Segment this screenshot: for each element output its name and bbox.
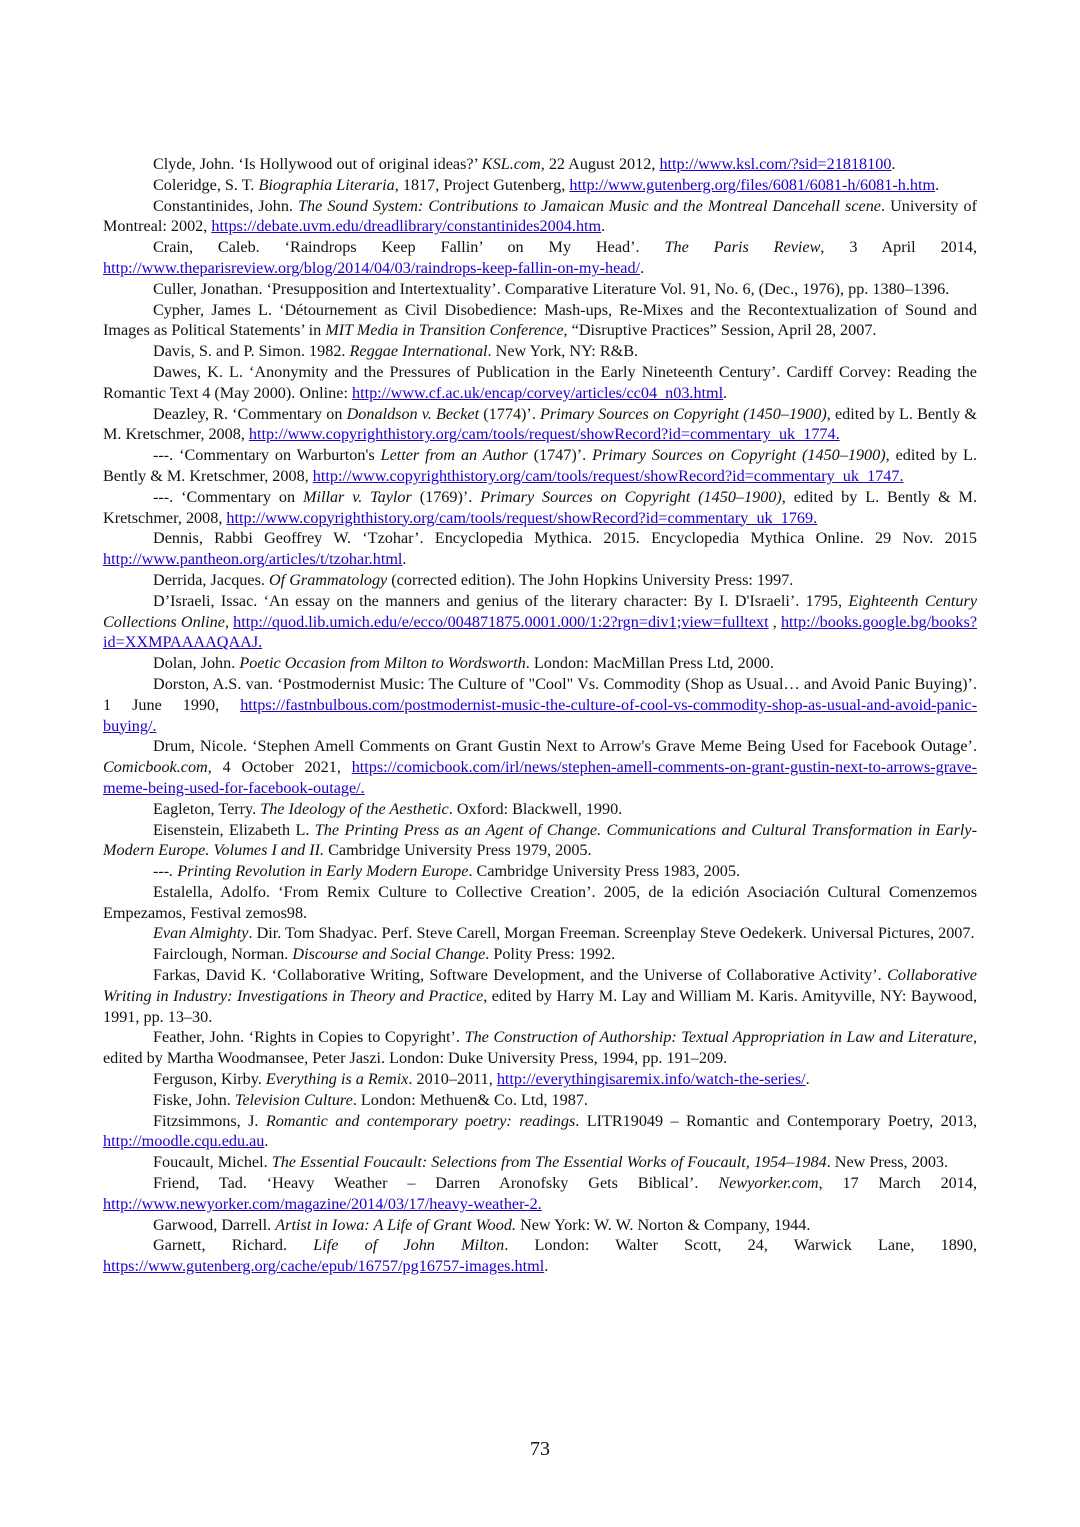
ref-deazley-3: [103, 487, 977, 529]
ref-foucault: [103, 1152, 977, 1173]
reference-text: .: [601, 217, 606, 236]
reference-text: , 17 March 2014,: [818, 1174, 978, 1193]
italic-title: The Sound System: Contributions to Jamaican Music and the Montreal Dancehall scene: [298, 196, 881, 215]
reference-text: , 1817, Project Gutenberg,: [394, 175, 570, 194]
reference-text: Friend, Tad. ‘Heavy Weather – Darren Aronofsky Gets Biblical’.: [153, 1174, 719, 1193]
ref-disraeli: [103, 591, 977, 653]
ref-farkas: [103, 965, 977, 1027]
reference-link[interactable]: https://comicbook.com/irl/news/stephen-amell-comments-on-grant-gustin-next-to-arrows-grave-meme-being-used-for-facebook-outage/.: [103, 758, 977, 797]
ref-dolan: [103, 653, 977, 674]
ref-coleridge: [103, 175, 977, 196]
reference-text: . London: MacMillan Press Ltd, 2000.: [525, 654, 774, 673]
ref-davis: [103, 341, 977, 362]
italic-title: The Construction of Authorship: Textual Appropriation in Law and Literature: [464, 1028, 973, 1047]
reference-text: .: [264, 1132, 269, 1151]
reference-text: . London: Methuen& Co. Ltd, 1987.: [352, 1090, 588, 1109]
reference-text: ,: [768, 612, 781, 631]
reference-text: D’Israeli, Issac. ‘An essay on the manners and genius of the literary character: By I. D'Israeli’. 1795,: [153, 591, 849, 610]
reference-link[interactable]: http://www.copyrighthistory.org/cam/tools/request/showRecord?id=commentary_uk_1769.: [226, 508, 818, 527]
italic-title: Letter from an Author: [380, 446, 528, 465]
reference-text: Garnett, Richard.: [153, 1236, 314, 1255]
ref-fitzsimmons: [103, 1111, 977, 1153]
italic-title: Of Grammatology: [268, 570, 388, 589]
reference-text: Dawes, K. L. ‘Anonymity and the Pressures of Publication in the Early Nineteenth Century’. Cardiff Corvey: Reading the Romantic Text 4 (May 2000). Online:: [103, 362, 977, 402]
italic-title: Biographia Literaria: [258, 175, 395, 194]
ref-deazley-2: [103, 445, 977, 487]
reference-text: Drum, Nicole. ‘Stephen Amell Comments on Grant Gustin Next to Arrow's Grave Meme Being Used for Facebook Outage’.: [153, 737, 977, 756]
ref-evan-almighty: [103, 923, 977, 944]
reference-text: , 3 April 2014,: [820, 238, 977, 257]
reference-text: Fitzsimmons, J.: [153, 1111, 266, 1130]
reference-text: Crain, Caleb. ‘Raindrops Keep Fallin’ on My Head’.: [153, 238, 665, 257]
reference-link[interactable]: http://www.gutenberg.org/files/6081/6081-h/6081-h.htm: [569, 175, 936, 194]
italic-title: Television Culture: [234, 1090, 353, 1109]
reference-link[interactable]: http://quod.lib.umich.edu/e/ecco/004871875.0001.000/1:2?rgn=div1;view=fulltext: [233, 612, 769, 631]
reference-text: .: [640, 258, 645, 277]
italic-title: Romantic and contemporary poetry: readings: [265, 1111, 576, 1130]
italic-title: The Essential Foucault: Selections from The Essential Works of Foucault, 1954–1984: [271, 1153, 827, 1172]
reference-text: New York: W. W. Norton & Company, 1944.: [516, 1215, 811, 1234]
reference-text: . London: Walter Scott, 24, Warwick Lane, 1890,: [504, 1236, 978, 1255]
reference-text: . 2010–2011,: [408, 1070, 497, 1089]
reference-text: , 22 August 2012,: [540, 155, 660, 173]
italic-title: ---. Printing Revolution in Early Modern Europe: [153, 862, 469, 881]
ref-friend: [103, 1173, 977, 1215]
ref-clyde: [103, 154, 977, 175]
reference-link[interactable]: https://fastnbulbous.com/postmodernist-music-the-culture-of-cool-vs-commodity-shop-as-usual-and-avoid-panic-buying/.: [103, 695, 977, 735]
reference-text: . New York, NY: R&B.: [487, 342, 639, 361]
reference-link[interactable]: https://debate.uvm.edu/dreadlibrary/constantinides2004.htm: [211, 217, 602, 236]
italic-title: Eighteenth Century Collections Online: [103, 591, 978, 631]
reference-text: Foucault, Michel.: [153, 1153, 272, 1172]
reference-text: Dolan, John.: [153, 654, 240, 673]
reference-text: .: [935, 175, 940, 194]
italic-title: The Printing Press as an Agent of Change. Communications and Cultural Transformation in Early-Modern Europe. Volumes I and II.: [103, 820, 978, 860]
reference-text: Davis, S. and P. Simon. 1982.: [153, 342, 350, 361]
reference-text: Coleridge, S. T.: [153, 175, 259, 194]
ref-deazley-1: [103, 404, 977, 446]
italic-title: Collaborative Writing in Industry: Investigations in Theory and Practice: [103, 966, 977, 1005]
ref-fairclough: [103, 944, 977, 965]
ref-estalella: [103, 882, 977, 924]
reference-text: (1774)’.: [479, 404, 541, 423]
reference-text: ---. ‘Commentary on Warburton's: [153, 446, 381, 465]
reference-link[interactable]: http://www.theparisreview.org/blog/2014/04/03/raindrops-keep-fallin-on-my-head/: [103, 258, 641, 277]
reference-text: , edited by L. Bently & M. Kretschmer, 2008,: [103, 487, 977, 527]
ref-ferguson: [103, 1069, 977, 1090]
references-list: [103, 154, 977, 1277]
reference-text: Fairclough, Norman.: [153, 945, 293, 964]
reference-text: .: [891, 155, 896, 173]
reference-text: Derrida, Jacques.: [153, 570, 269, 589]
reference-link[interactable]: http://www.pantheon.org/articles/t/tzohar.html: [103, 550, 403, 569]
reference-link[interactable]: http://www.copyrighthistory.org/cam/tools/request/showRecord?id=commentary_uk_1774.: [248, 425, 840, 444]
ref-garwood: [103, 1215, 977, 1236]
italic-title: Reggae International: [349, 342, 488, 361]
ref-dorston: [103, 674, 977, 736]
reference-text: . Oxford: Blackwell, 1990.: [448, 799, 623, 818]
reference-text: Fiske, John.: [153, 1090, 235, 1109]
italic-title: Primary Sources on Copyright (1450–1900): [480, 487, 782, 506]
reference-text: . Polity Press: 1992.: [485, 945, 616, 964]
italic-title: MIT Media in Transition Conference: [325, 321, 564, 340]
ref-feather: [103, 1027, 977, 1069]
ref-eisenstein-2: [103, 861, 977, 882]
italic-title: Life of John Milton: [313, 1236, 505, 1255]
ref-dawes: [103, 362, 977, 404]
reference-text: Cambridge University Press 1979, 2005.: [324, 841, 592, 860]
reference-text: Dorston, A.S. van. ‘Postmodernist Music: The Culture of "Cool" Vs. Commodity (Shop as Usual… and Avoid Panic Buying)’. 1 June 1990,: [103, 674, 977, 714]
reference-text: Dennis, Rabbi Geoffrey W. ‘Tzohar’. Encyclopedia Mythica. 2015. Encyclopedia Mythica Online. 29 Nov. 2015: [153, 529, 977, 548]
reference-link[interactable]: http://www.ksl.com/?sid=21818100: [659, 155, 892, 173]
reference-text: , edited by L. Bently & M. Kretschmer, 2008,: [103, 446, 977, 485]
italic-title: Everything is a Remix: [265, 1070, 409, 1089]
italic-title: The Paris Review: [664, 238, 821, 257]
reference-text: Estalella, Adolfo. ‘From Remix Culture to Collective Creation’. 2005, de la edición Asociación Cultural Comenzemos Empezamos, Festival zemos98.: [103, 882, 977, 922]
italic-title: Donaldson v. Becket: [346, 404, 480, 423]
reference-text: . New Press, 2003.: [826, 1153, 949, 1172]
ref-culler: [103, 279, 977, 300]
italic-title: Millar v. Taylor: [302, 487, 412, 506]
reference-link[interactable]: http://books.google.bg/books?id=XXMPAAAAQAAJ.: [103, 612, 977, 652]
reference-link[interactable]: https://www.gutenberg.org/cache/epub/16757/pg16757-images.html: [103, 1257, 545, 1276]
reference-text: Farkas, David K. ‘Collaborative Writing, Software Development, and the Universe of Collaborative Activity’.: [153, 966, 888, 985]
ref-cypher: [103, 300, 977, 342]
reference-link[interactable]: http://moodle.cqu.edu.au: [103, 1132, 265, 1151]
italic-title: Discourse and Social Change: [292, 945, 486, 964]
italic-title: Artist in Iowa: A Life of Grant Wood.: [275, 1215, 517, 1234]
reference-text: . Cambridge University Press 1983, 2005.: [468, 862, 741, 881]
ref-drum: [103, 736, 977, 798]
reference-text: Feather, John. ‘Rights in Copies to Copyright’.: [153, 1028, 465, 1047]
ref-fiske: [103, 1090, 977, 1111]
reference-text: ,: [224, 612, 234, 631]
ref-eagleton: [103, 799, 977, 820]
italic-title: Primary Sources on Copyright (1450–1900): [540, 404, 827, 423]
reference-text: Constantinides, John.: [153, 196, 299, 215]
reference-text: (corrected edition). The John Hopkins University Press: 1997.: [387, 570, 794, 589]
reference-text: Clyde, John. ‘Is Hollywood out of original ideas?’: [153, 155, 482, 173]
reference-text: . LITR19049 – Romantic and Contemporary Poetry, 2013,: [575, 1111, 977, 1130]
reference-text: Culler, Jonathan. ‘Presupposition and Intertextuality’. Comparative Literature Vol. 91, No. 6, (Dec., 1976), pp. 1380–1396.: [153, 279, 950, 298]
reference-text: Garwood, Darrell.: [153, 1215, 276, 1234]
ref-crain: [103, 237, 977, 279]
reference-text: ---. ‘Commentary on: [153, 487, 303, 506]
reference-text: , edited by L. Bently & M. Kretschmer, 2008,: [103, 404, 977, 444]
italic-title: KSL.com: [481, 155, 541, 173]
ref-derrida: [103, 570, 977, 591]
reference-text: , edited by Harry M. Lay and William M. Karis. Amityville, NY: Baywood, 1991, pp. 13–30.: [103, 986, 977, 1026]
ref-eisenstein-1: [103, 820, 977, 862]
reference-link[interactable]: http://www.copyrighthistory.org/cam/tools/request/showRecord?id=commentary_uk_1747.: [312, 466, 904, 485]
italic-title: Newyorker.com: [718, 1174, 819, 1193]
ref-dennis: [103, 528, 977, 570]
reference-text: .: [544, 1257, 549, 1276]
italic-title: Poetic Occasion from Milton to Wordsworth: [239, 654, 526, 673]
reference-text: Cypher, James L. ‘Détournement as Civil Disobedience: Mash-ups, Re-Mixes and the Recontextualization of Sound and Images as Political Statements’ in: [103, 300, 977, 340]
reference-text: Deazley, R. ‘Commentary on: [153, 404, 347, 423]
reference-text: Ferguson, Kirby.: [153, 1070, 266, 1089]
reference-text: (1747)’.: [527, 446, 593, 465]
italic-title: Comicbook.com: [103, 758, 208, 777]
italic-title: Primary Sources on Copyright (1450–1900): [592, 446, 886, 465]
reference-text: Eisenstein, Elizabeth L.: [153, 820, 315, 839]
reference-text: .: [805, 1070, 810, 1089]
reference-link[interactable]: http://www.cf.ac.uk/encap/corvey/articles/cc04_n03.html: [352, 383, 724, 402]
reference-link[interactable]: http://www.newyorker.com/magazine/2014/03/17/heavy-weather-2.: [103, 1194, 542, 1213]
reference-text: . Dir. Tom Shadyac. Perf. Steve Carell, Morgan Freeman. Screenplay Steve Oedekerk. Universal Pictures, 2007.: [248, 924, 975, 943]
ref-garnett: [103, 1235, 977, 1277]
reference-text: .: [402, 550, 407, 569]
ref-constantinides: [103, 196, 977, 238]
reference-text: .: [723, 383, 728, 402]
italic-title: Evan Almighty: [153, 924, 249, 943]
reference-link[interactable]: http://everythingisaremix.info/watch-the-series/: [496, 1070, 806, 1089]
reference-text: , edited by Martha Woodmansee, Peter Jaszi. London: Duke University Press, 1994, pp. 191–209.: [103, 1028, 977, 1068]
reference-text: (1769)’.: [411, 487, 481, 506]
reference-text: , 4 October 2021,: [207, 758, 352, 777]
reference-text: . University of Montreal: 2002,: [103, 196, 978, 236]
reference-text: Eagleton, Terry.: [153, 799, 261, 818]
italic-title: The Ideology of the Aesthetic: [260, 799, 449, 818]
reference-text: , “Disruptive Practices” Session, April 28, 2007.: [563, 321, 877, 340]
page-number: 73: [530, 1438, 550, 1460]
